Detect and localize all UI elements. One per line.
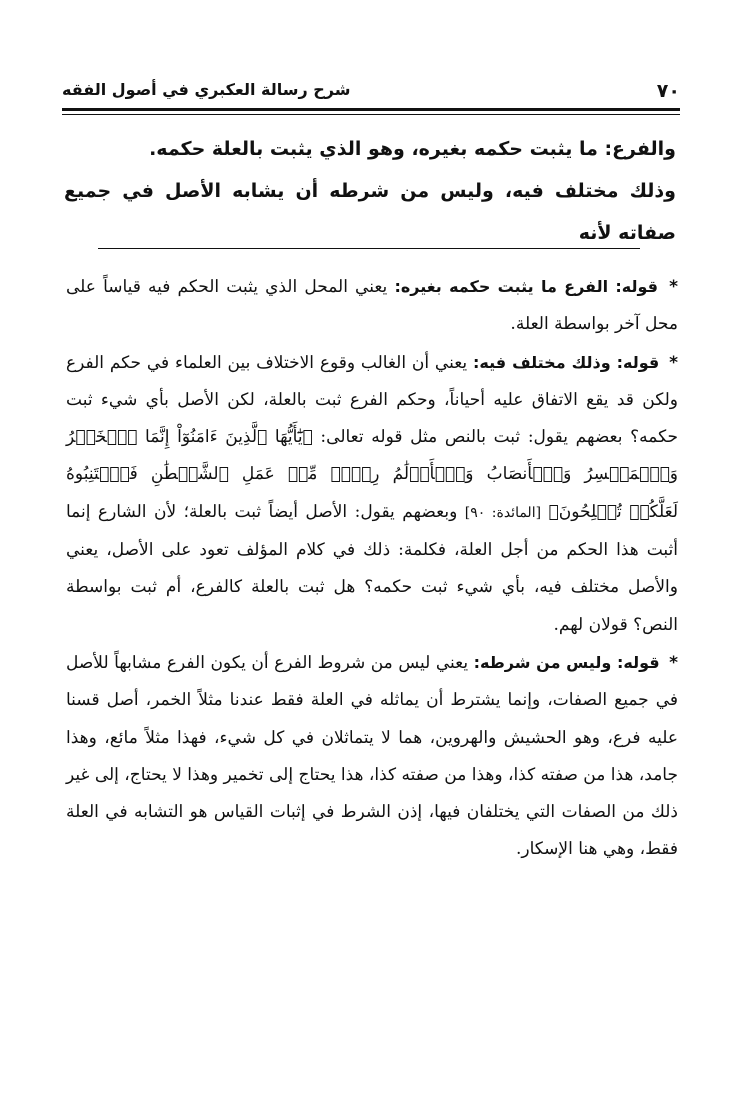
commentary-paragraph-2 (66, 344, 678, 644)
verse-reference: [المائدة: ٩٠] (464, 504, 542, 521)
commentary-paragraph-1 (66, 268, 678, 344)
commentary-lead: قوله: وذلك مختلف فيه: (472, 352, 660, 372)
quranic-verse: ﴿يَٰٓأَيُّهَا ٱلَّذِينَ ءَامَنُوٓاْ إِنَّمَا ٱلۡخَمۡرُ وَٱلۡمَيۡسِرُ وَٱلۡأَنصَابُ وَٱلۡأَزۡلَٰمُ رِجۡسٞ مِّنۡ عَمَلِ ٱلشَّيۡطَٰنِ فَٱجۡتَنِبُوهُ لَعَلَّكُمۡ تُفۡلِحُونَ﴾ (66, 427, 678, 522)
commentary-text: يعني المحل الذي يثبت الحكم فيه قياساً على محل آخر بواسطة العلة. (66, 277, 678, 335)
header-rule-thick (62, 108, 680, 111)
commentary-lead: قوله: وليس من شرطه: (473, 652, 660, 672)
main-text (64, 128, 676, 254)
asterisk-marker: * (669, 652, 679, 673)
commentary-text: وبعضهم يقول: الأصل أيضاً ثبت بالعلة؛ لأن الشارع إنما أثبت هذا الحكم من أجل العلة، فكلمة: ذلك في كلام المؤلف تعود على الأصل، يعني والأصل مختلف فيه، بأي شيء ثبت حكمه؟ هل ثبت بالعلة كالفرع، أم ثبت بواسطة النص؟ قولان لهم. (66, 501, 678, 635)
main-text-line-2: وذلك مختلف فيه، وليس من شرطه أن يشابه الأصل في جميع صفاته لأنه (64, 180, 676, 244)
running-title: شرح رسالة العكبري في أصول الفقه (62, 80, 351, 99)
main-text-line-1: والفرع: ما يثبت حكمه بغيره، وهو الذي يثبت بالعلة حكمه. (149, 138, 676, 160)
commentary-paragraph-3 (66, 644, 678, 869)
commentary (66, 268, 678, 869)
asterisk-marker: * (669, 277, 679, 297)
running-header (62, 80, 680, 106)
commentary-lead: قوله: الفرع ما يثبت حكمه بغيره: (394, 277, 658, 296)
header-rule-thin (62, 114, 680, 115)
page-number: ٧٠ (656, 80, 680, 102)
commentary-text: يعني ليس من شروط الفرع أن يكون الفرع مشابهاً للأصل في جميع الصفات، وإنما يشترط أن يماثله في العلة فقط عندنا مثلاً الخمر، أصل قسنا عليه فرع، وهو الحشيش والهروين، هما لا يتماثلان في كل شيء، فهذا مثلاً مائع، وهذا جامد، هذا من صفته كذا، وهذا من صفته كذا، هذا يحتاج إلى تخمير وهذا لا يحتاج، إلى غير ذلك من الصفات التي يختلفان فيها، إذن الشرط في إثبات القياس هو التشابه في العلة فقط، وهي هنا الإسكار. (66, 652, 678, 860)
commentary-separator (98, 248, 640, 249)
asterisk-marker: * (669, 352, 678, 373)
commentary-text: يعني أن الغالب وقوع الاختلاف بين العلماء في حكم الفرع ولكن قد يقع الاتفاق عليه أحياناً، وحكم الفرع ثبت بالعلة، لكن الأصل بأي شيء ثبت حكمه؟ بعضهم يقول: ثبت بالنص مثل قوله تعالى: (66, 352, 679, 448)
